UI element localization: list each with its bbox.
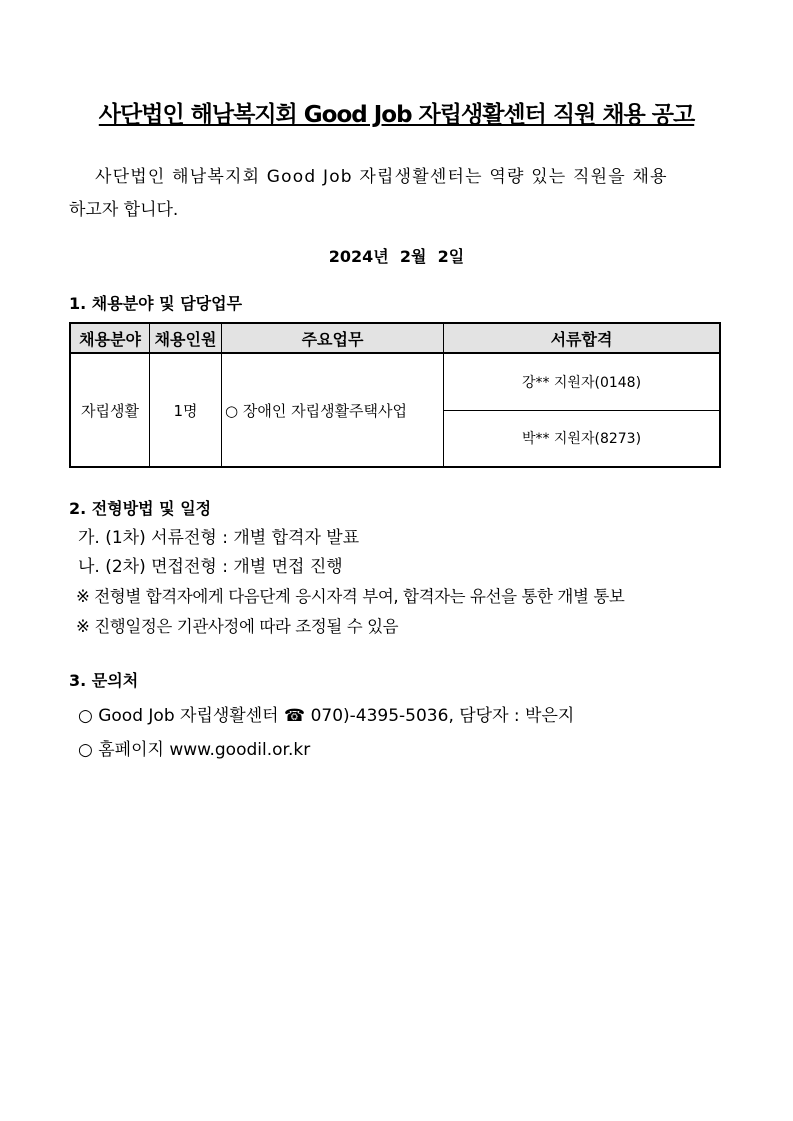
schedule-item-1: 가. (1차) 서류전형 : 개별 합격자 발표: [78, 528, 360, 548]
header-count: 채용인원: [150, 323, 222, 353]
phone-icon: ☎: [283, 706, 306, 726]
contact-prefix: ○ Good Job 자립생활센터: [78, 706, 279, 726]
schedule-note-2: ※ 진행일정은 기관사정에 따라 조정될 수 있음: [76, 617, 399, 636]
homepage-link[interactable]: ○ 홈페이지 www.goodil.or.kr: [78, 740, 311, 760]
cell-field: 자립생활: [70, 353, 150, 467]
cell-count: 1명: [150, 353, 222, 467]
section2-heading: 2. 전형방법 및 일정: [69, 499, 212, 518]
header-field: 채용분야: [70, 323, 150, 353]
cell-duty: ○ 장애인 자립생활주택사업: [222, 353, 444, 467]
header-duty: 주요업무: [222, 323, 444, 353]
contact-line: [78, 701, 574, 726]
header-passed: 서류합격: [444, 323, 721, 353]
schedule-item-2: 나. (2차) 면접전형 : 개별 면접 진행: [78, 557, 343, 577]
section1-heading: 1. 채용분야 및 담당업무: [69, 294, 243, 313]
contact-phone: 070)-4395-5036, 담당자 : 박은지: [310, 706, 575, 726]
date: 2024년 2월 2일: [328, 247, 465, 266]
schedule-note-1: ※ 전형별 합격자에게 다음단계 응시자격 부여, 합격자는 유선을 통한 개별 통보: [76, 587, 625, 606]
cell-passed-2: 박** 지원자(8273): [444, 410, 721, 467]
section3-heading: 3. 문의처: [69, 671, 139, 690]
recruitment-table: [69, 322, 721, 468]
cell-passed-1: 강** 지원자(0148): [444, 353, 721, 410]
intro-line-2: 하고자 합니다.: [69, 200, 179, 220]
page-title: 사단법인 해남복지회 Good Job 자립생활센터 직원 채용 공고: [98, 102, 695, 128]
intro-line-1: 사단법인 해남복지회 Good Job 자립생활센터는 역량 있는 직원을 채용: [95, 167, 668, 187]
